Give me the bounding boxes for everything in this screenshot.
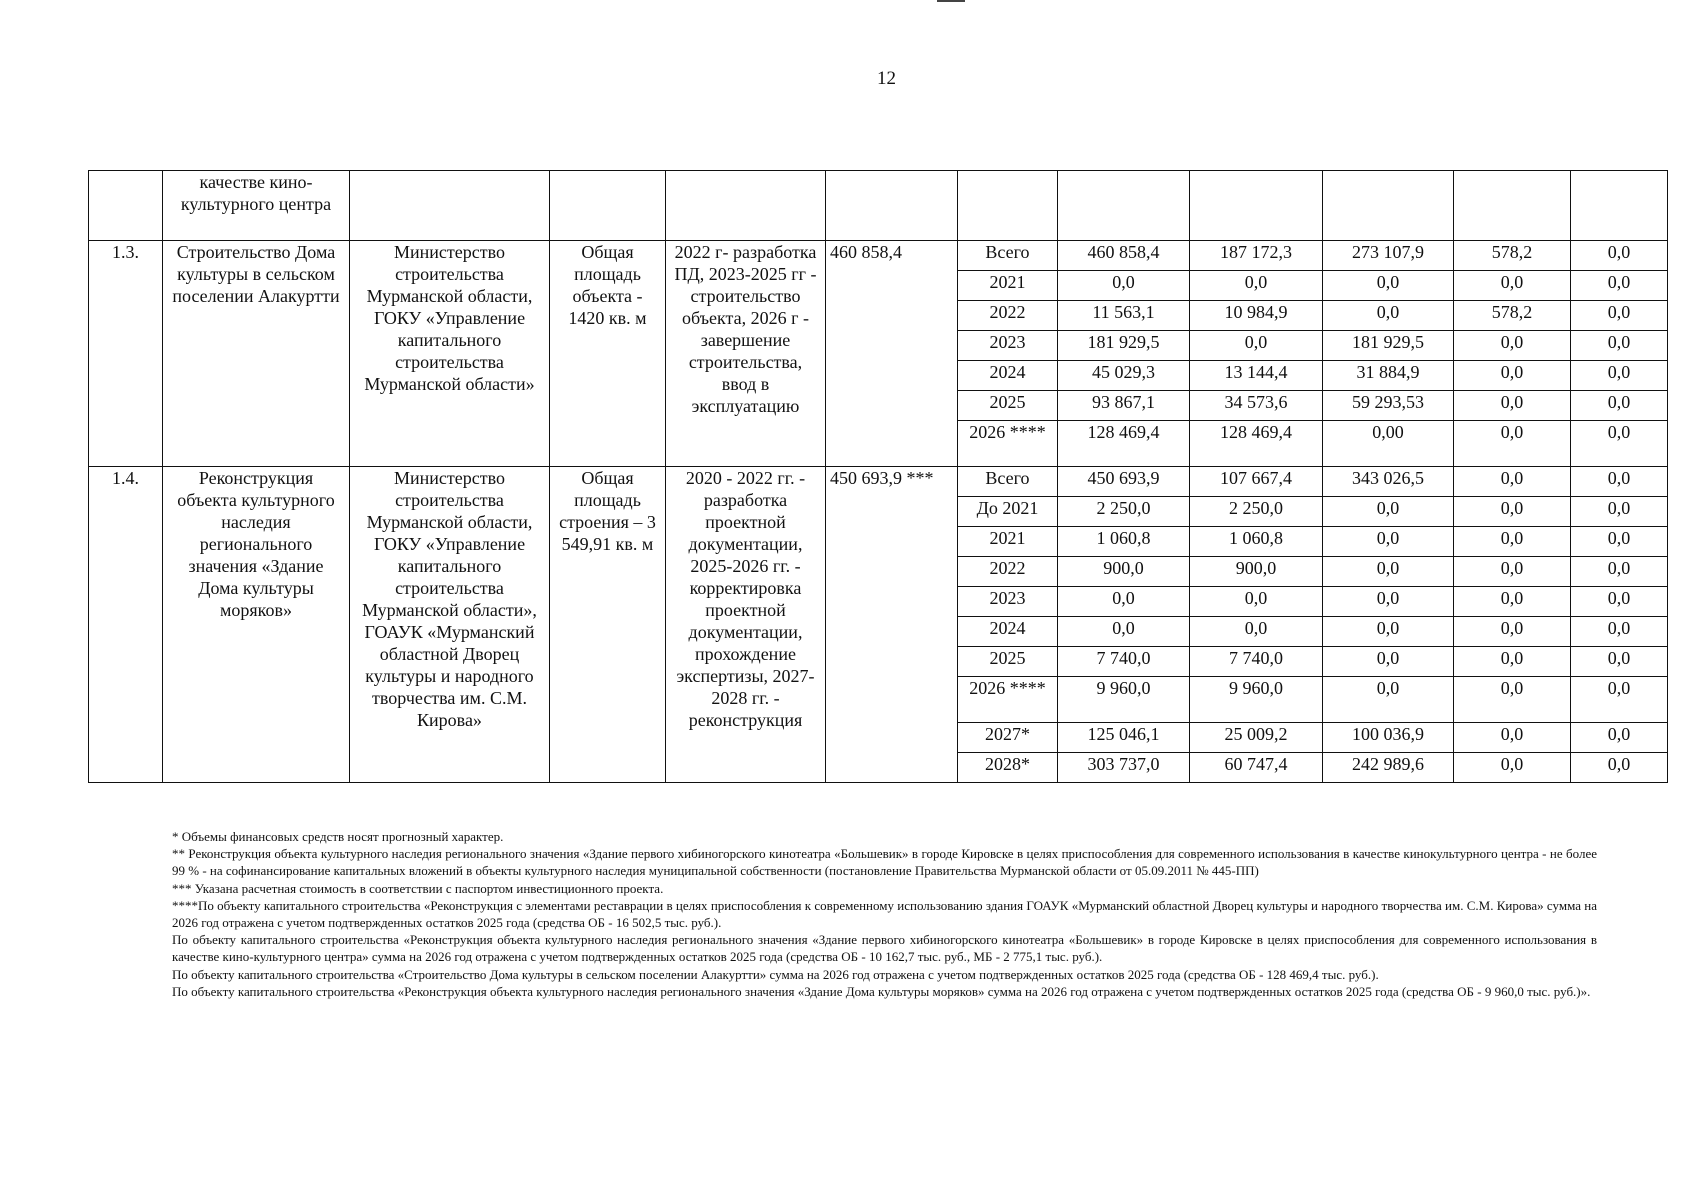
budget-cell: 59 293,53 xyxy=(1323,391,1454,421)
year-cell: 2021 xyxy=(958,527,1058,557)
budget-cell: 0,0 xyxy=(1571,753,1668,783)
budget-cell: 1 060,8 xyxy=(1190,527,1323,557)
budget-cell: 0,0 xyxy=(1454,587,1571,617)
budget-cell: 0,0 xyxy=(1323,497,1454,527)
budget-cell: 0,0 xyxy=(1571,677,1668,723)
footnote: ** Реконструкция объекта культурного наследия регионального значения «Здание первого хибиногорского кинотеатра «Большевик» в городе Кировске в целях приспособления для современного использования в качестве кинокультурного центра - не более 99 % - на софинансирование капитальных вложений в объекты культурного наследия муниципальной собственности (постановление Правительства Мурманской области от 05.09.2011 № 445-ПП) xyxy=(172,846,1597,879)
total-cell: 11 563,1 xyxy=(1058,301,1190,331)
total-cell: 93 867,1 xyxy=(1058,391,1190,421)
budget-cell: 13 144,4 xyxy=(1190,361,1323,391)
budget-cell: 0,0 xyxy=(1323,677,1454,723)
footnote: По объекту капитального строительства «Реконструкция объекта культурного наследия регионального значения «Здание первого хибиногорского кинотеатра «Большевик» в городе Кировске в целях приспособления для современного использования в качестве кино-культурного центра» сумма на 2026 год отражена с учетом подтвержденных остатков 2025 года (средства ОБ - 10 162,7 тыс. руб., МБ - 2 775,1 тыс. руб.). xyxy=(172,932,1597,965)
year-cell: 2026 **** xyxy=(958,421,1058,467)
budget-cell: 578,2 xyxy=(1454,241,1571,271)
object-capacity: Общая площадь объекта - 1420 кв. м xyxy=(550,241,666,467)
budget-cell: 0,0 xyxy=(1454,617,1571,647)
budget-cell: 0,0 xyxy=(1323,587,1454,617)
estimated-cost: 450 693,9 *** xyxy=(826,467,958,783)
total-cell: 460 858,4 xyxy=(1058,241,1190,271)
budget-cell: 0,0 xyxy=(1190,271,1323,301)
footnote: ****По объекту капитального строительства «Реконструкция с элементами реставрации в целях приспособления к современному использованию здания ГОАУК «Мурманский областной Дворец культуры и народного творчества им. С.М. Кирова» сумма на 2026 год отражена с учетом подтвержденных остатков 2025 года (средства ОБ - 16 502,5 тыс. руб.). xyxy=(172,897,1597,931)
page-number: 12 xyxy=(877,68,896,89)
year-cell: 2022 xyxy=(958,557,1058,587)
budget-cell: 0,0 xyxy=(1454,723,1571,753)
total-cell: 125 046,1 xyxy=(1058,723,1190,753)
estimated-cost: 460 858,4 xyxy=(826,241,958,467)
budget-cell: 0,0 xyxy=(1571,527,1668,557)
budget-cell: 0,0 xyxy=(1571,391,1668,421)
year-cell: 2026 **** xyxy=(958,677,1058,723)
total-cell: 0,0 xyxy=(1058,587,1190,617)
budget-cell: 0,0 xyxy=(1454,753,1571,783)
budget-cell: 0,0 xyxy=(1323,557,1454,587)
budget-cell: 25 009,2 xyxy=(1190,723,1323,753)
budget-cell: 0,0 xyxy=(1571,587,1668,617)
object-capacity: Общая площадь строения – 3 549,91 кв. м xyxy=(550,467,666,783)
budget-cell: 0,0 xyxy=(1571,647,1668,677)
year-cell: Всего xyxy=(958,241,1058,271)
budget-cell: 343 026,5 xyxy=(1323,467,1454,497)
budget-cell: 0,0 xyxy=(1454,421,1571,467)
year-cell: 2023 xyxy=(958,331,1058,361)
total-cell: 900,0 xyxy=(1058,557,1190,587)
year-cell: 2024 xyxy=(958,617,1058,647)
footnote: По объекту капитального строительства «Реконструкция объекта культурного наследия регионального значения «Здание Дома культуры моряков» сумма на 2026 год отражена с учетом подтвержденных остатков 2025 года (средства ОБ - 9 960,0 тыс. руб.)». xyxy=(172,983,1591,999)
budget-cell: 2 250,0 xyxy=(1190,497,1323,527)
budget-cell: 0,0 xyxy=(1454,497,1571,527)
total-cell: 128 469,4 xyxy=(1058,421,1190,467)
total-cell: 9 960,0 xyxy=(1058,677,1190,723)
total-cell: 2 250,0 xyxy=(1058,497,1190,527)
budget-cell: 0,0 xyxy=(1323,301,1454,331)
total-cell: 303 737,0 xyxy=(1058,753,1190,783)
investment-table xyxy=(88,170,1668,783)
budget-cell: 0,0 xyxy=(1454,331,1571,361)
total-cell: 181 929,5 xyxy=(1058,331,1190,361)
budget-cell: 187 172,3 xyxy=(1190,241,1323,271)
table-row xyxy=(89,467,1668,497)
budget-cell: 0,0 xyxy=(1571,271,1668,301)
budget-cell: 100 036,9 xyxy=(1323,723,1454,753)
budget-cell: 9 960,0 xyxy=(1190,677,1323,723)
budget-cell: 242 989,6 xyxy=(1323,753,1454,783)
total-cell: 450 693,9 xyxy=(1058,467,1190,497)
year-cell: 2027* xyxy=(958,723,1058,753)
budget-cell: 107 667,4 xyxy=(1190,467,1323,497)
footnotes xyxy=(172,828,1597,1000)
total-cell: 1 060,8 xyxy=(1058,527,1190,557)
budget-cell: 0,0 xyxy=(1571,301,1668,331)
year-cell: Всего xyxy=(958,467,1058,497)
budget-cell: 0,0 xyxy=(1454,557,1571,587)
budget-cell: 0,0 xyxy=(1571,617,1668,647)
customer-name: Министерство строительства Мурманской области, ГОКУ «Управление капитального строительства Мурманской области», ГОАУК «Мурманский областной Дворец культуры и народного творчества им. С.М. Кирова» xyxy=(350,467,550,783)
budget-cell: 0,0 xyxy=(1454,527,1571,557)
customer-name: Министерство строительства Мурманской области, ГОКУ «Управление капитального строительства Мурманской области» xyxy=(350,241,550,467)
budget-cell: 0,0 xyxy=(1454,271,1571,301)
table-row xyxy=(89,171,1668,241)
year-cell: 2023 xyxy=(958,587,1058,617)
budget-cell: 578,2 xyxy=(1454,301,1571,331)
budget-cell: 60 747,4 xyxy=(1190,753,1323,783)
budget-cell: 0,0 xyxy=(1454,647,1571,677)
footnote: *** Указана расчетная стоимость в соответствии с паспортом инвестиционного проекта. xyxy=(172,880,664,896)
budget-cell: 0,0 xyxy=(1571,467,1668,497)
budget-cell: 0,0 xyxy=(1323,527,1454,557)
year-cell: 2025 xyxy=(958,647,1058,677)
year-cell: 2024 xyxy=(958,361,1058,391)
table-row xyxy=(89,241,1668,271)
timeline: 2020 - 2022 гг. - разработка проектной документации, 2025-2026 гг. - корректировка проектной документации, прохождение экспертизы, 2027-2028 гг. - реконструкция xyxy=(666,467,826,783)
item-number: 1.4. xyxy=(89,467,163,783)
budget-cell: 0,0 xyxy=(1190,617,1323,647)
budget-cell: 0,0 xyxy=(1190,587,1323,617)
year-cell: 2025 xyxy=(958,391,1058,421)
budget-cell: 0,00 xyxy=(1323,421,1454,467)
budget-cell: 128 469,4 xyxy=(1190,421,1323,467)
footnote: * Объемы финансовых средств носят прогнозный характер. xyxy=(172,829,504,844)
total-cell: 0,0 xyxy=(1058,271,1190,301)
top-mark xyxy=(937,0,965,2)
budget-cell: 181 929,5 xyxy=(1323,331,1454,361)
budget-cell: 31 884,9 xyxy=(1323,361,1454,391)
budget-cell: 0,0 xyxy=(1323,617,1454,647)
object-name: Реконструкция объекта культурного наследия регионального значения «Здание Дома культуры моряков» xyxy=(163,467,350,783)
timeline: 2022 г- разработка ПД, 2023-2025 гг - строительство объекта, 2026 г - завершение строительства, ввод в эксплуатацию xyxy=(666,241,826,467)
budget-cell: 0,0 xyxy=(1454,391,1571,421)
budget-cell: 0,0 xyxy=(1571,361,1668,391)
budget-cell: 0,0 xyxy=(1571,421,1668,467)
budget-cell: 0,0 xyxy=(1323,271,1454,301)
total-cell: 0,0 xyxy=(1058,617,1190,647)
budget-cell: 0,0 xyxy=(1571,497,1668,527)
budget-cell: 0,0 xyxy=(1571,331,1668,361)
budget-cell: 10 984,9 xyxy=(1190,301,1323,331)
budget-cell: 0,0 xyxy=(1454,677,1571,723)
budget-cell: 0,0 xyxy=(1323,647,1454,677)
budget-cell: 0,0 xyxy=(1454,467,1571,497)
budget-cell: 0,0 xyxy=(1571,557,1668,587)
budget-cell: 34 573,6 xyxy=(1190,391,1323,421)
footnote: По объекту капитального строительства «Строительство Дома культуры в сельском поселении Алакуртти» сумма на 2026 год отражена с учетом подтвержденных остатков 2025 года (средства ОБ - 128 469,4 тыс. руб.). xyxy=(172,966,1379,982)
year-cell: 2028* xyxy=(958,753,1058,783)
budget-cell: 0,0 xyxy=(1190,331,1323,361)
budget-cell: 900,0 xyxy=(1190,557,1323,587)
object-name: Строительство Дома культуры в сельском поселении Алакуртти xyxy=(163,241,350,467)
budget-cell: 273 107,9 xyxy=(1323,241,1454,271)
budget-cell: 0,0 xyxy=(1454,361,1571,391)
budget-cell: 0,0 xyxy=(1571,723,1668,753)
budget-cell: 7 740,0 xyxy=(1190,647,1323,677)
year-cell: 2021 xyxy=(958,271,1058,301)
year-cell: До 2021 xyxy=(958,497,1058,527)
year-cell: 2022 xyxy=(958,301,1058,331)
total-cell: 45 029,3 xyxy=(1058,361,1190,391)
total-cell: 7 740,0 xyxy=(1058,647,1190,677)
item-number: 1.3. xyxy=(89,241,163,467)
top-row-name: качестве кино-культурного центра xyxy=(163,171,350,241)
budget-cell: 0,0 xyxy=(1571,241,1668,271)
